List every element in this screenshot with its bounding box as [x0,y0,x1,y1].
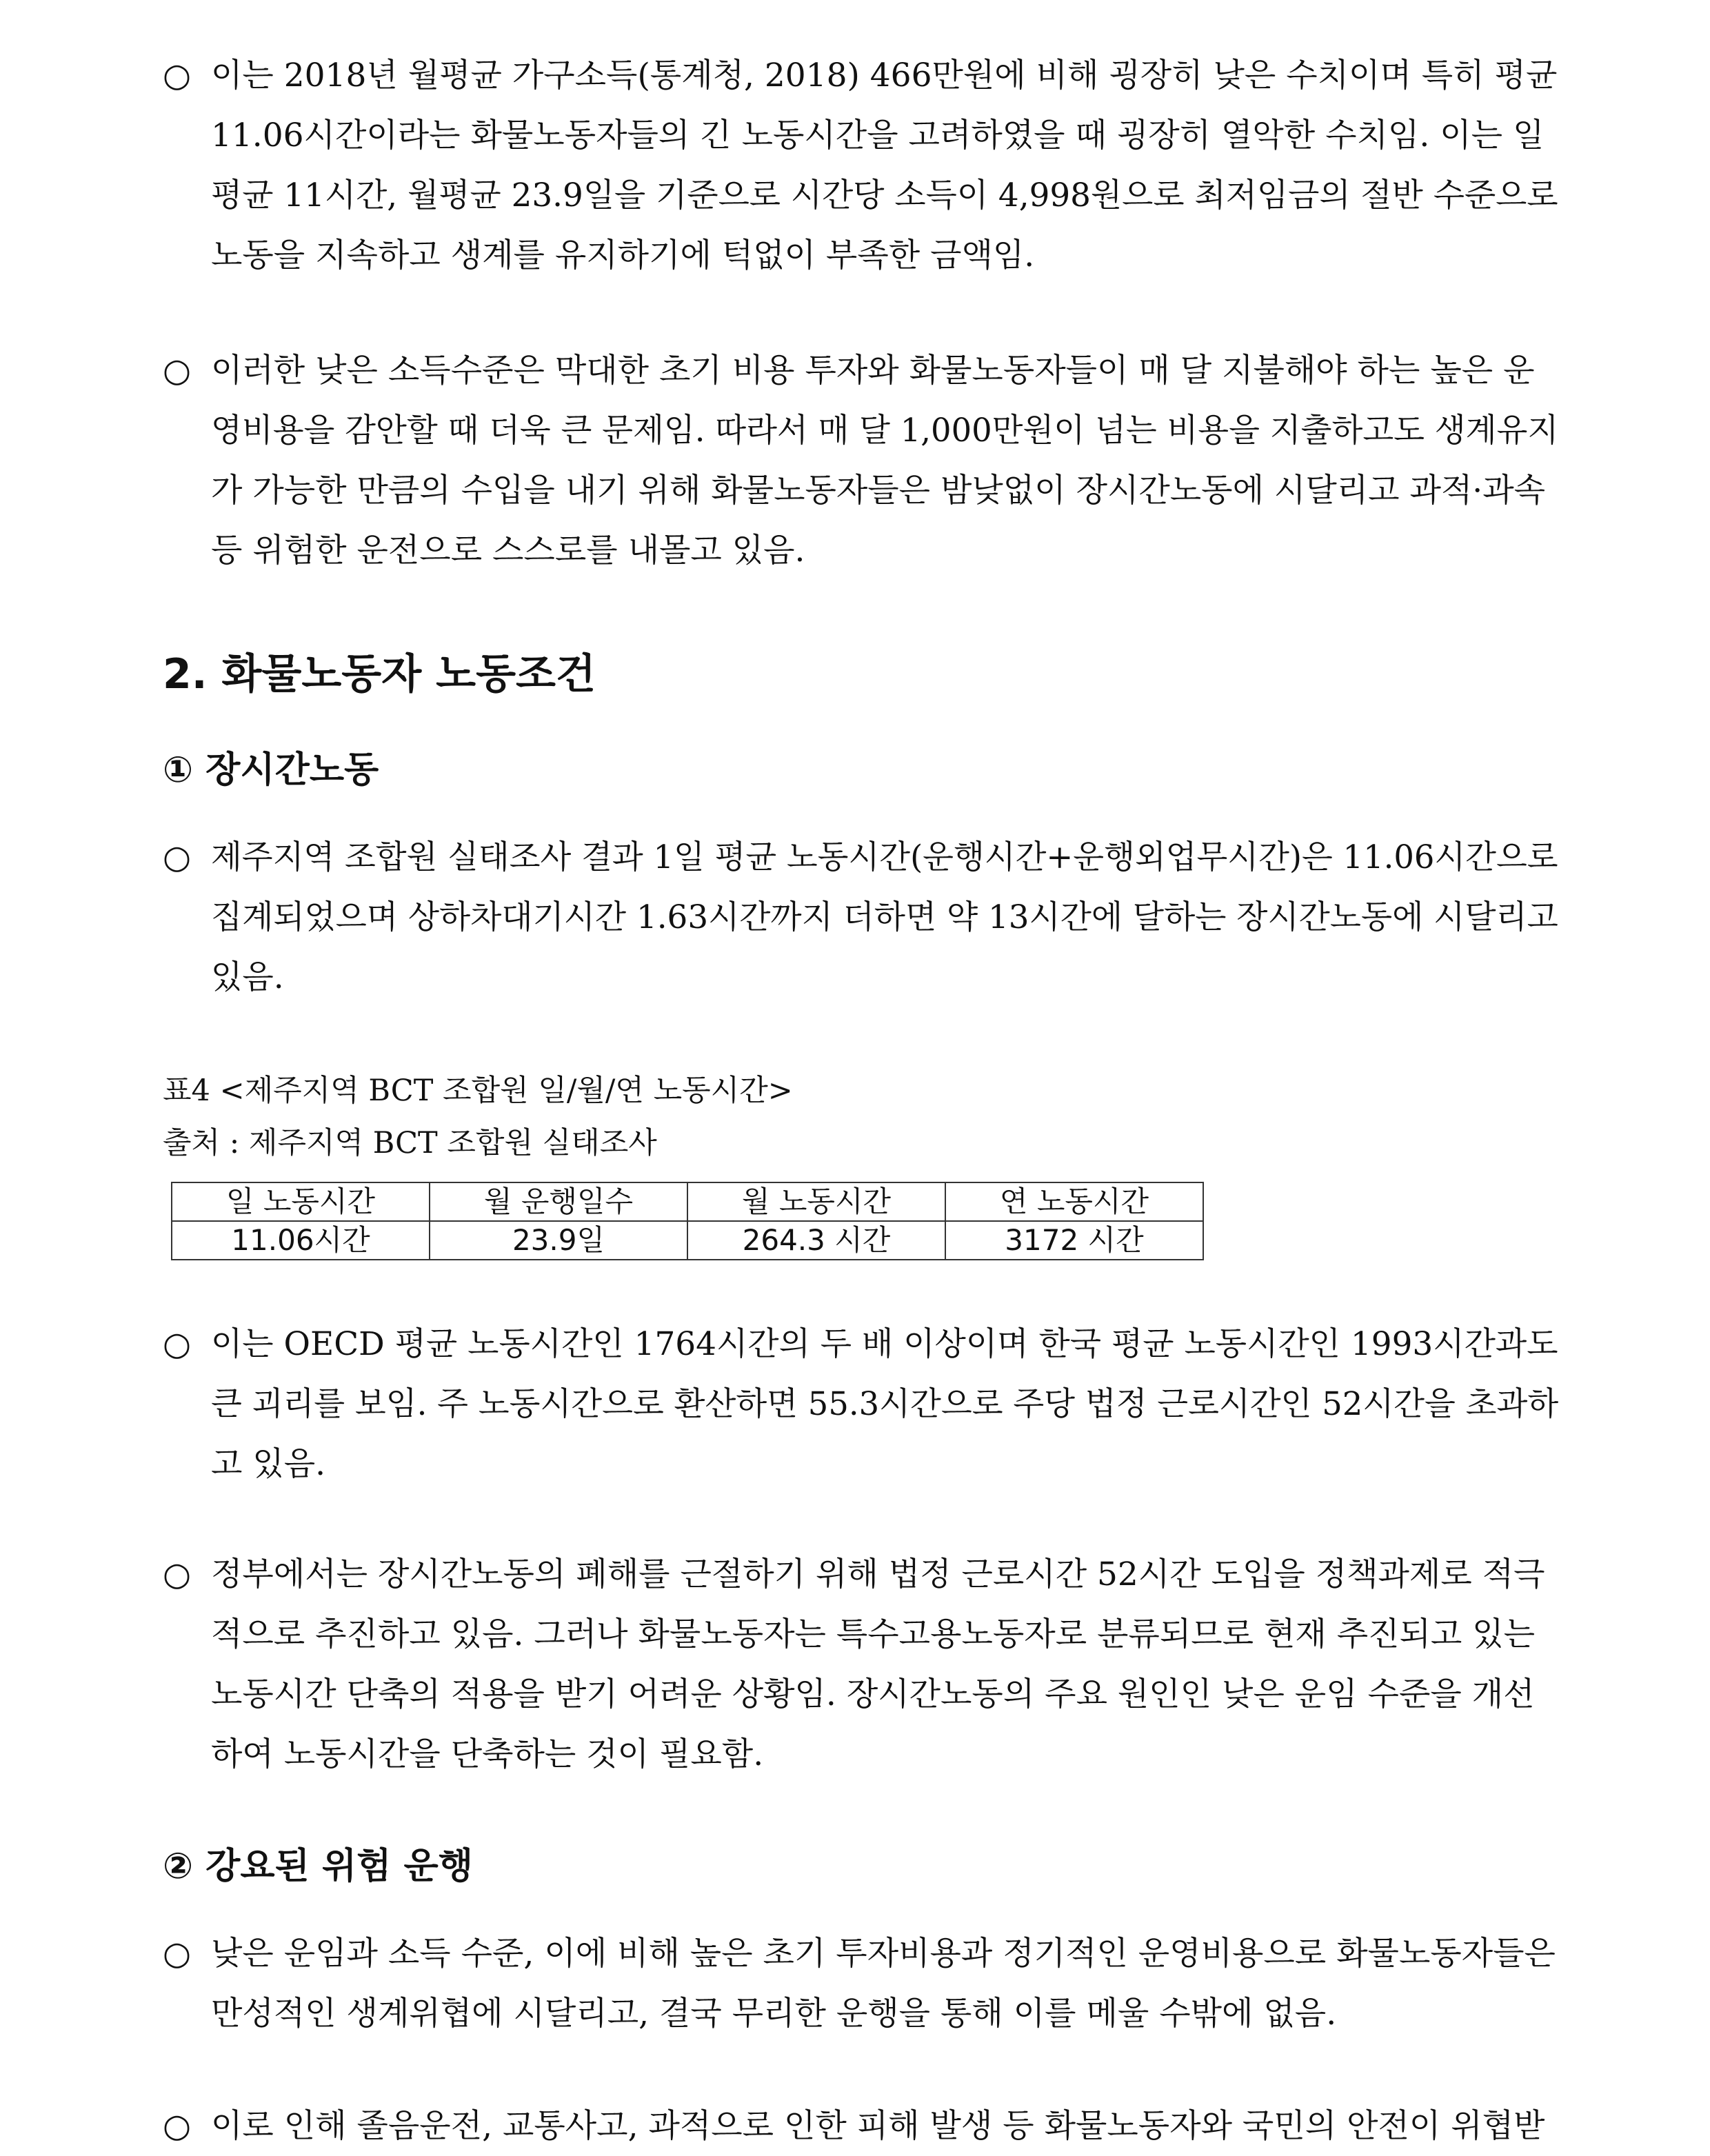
paragraph-government-policy [163,1544,1558,1784]
paragraph-line: 있음. [211,958,284,996]
table-caption: 표4 <제주지역 BCT 조합원 일/월/연 노동시간> [163,1074,793,1108]
paragraph-line: 하여 노동시간을 단축하는 것이 필요함. [211,1735,764,1773]
table-cell: 23.9일 [430,1221,687,1260]
table-cell: 11.06시간 [172,1221,430,1260]
paragraph-line: 등 위험한 운전으로 스스로를 내몰고 있음. [211,532,805,570]
paragraph-line: 평균 11시간, 월평균 23.9일을 기준으로 시간당 소득이 4,998원으로 최저임금의 절반 수준으로 [211,177,1558,214]
paragraph-line: 이로 인해 졸음운전, 교통사고, 과적으로 인한 피해 발생 등 화물노동자와 국민의 안전이 위협받 [211,2107,1545,2145]
table-header-cell: 연 노동시간 [945,1182,1203,1221]
paragraph-survey-hours [163,827,1558,1007]
paragraph-line: 이는 2018년 월평균 가구소득(통계청, 2018) 466만원에 비해 굉장히 낮은 수치이며 특히 평균 [211,57,1558,94]
table-header-cell: 월 운행일수 [430,1182,687,1221]
paragraph-line: 영비용을 감안할 때 더욱 큰 문제임. 따라서 매 달 1,000만원이 넘는 비용을 지출하고도 생계유지 [211,412,1559,450]
bullet-mark: ○ [163,352,192,390]
paragraph-line: 제주지역 조합원 실태조사 결과 1일 평균 노동시간(운행시간+운행외업무시간)은 11.06시간으로 [211,838,1558,876]
subsection-title-long-hours: ① 장시간노동 [163,749,379,791]
bullet-mark: ○ [163,2107,192,2145]
bullet-mark: ○ [163,838,192,876]
paragraph-line: 큰 괴리를 보임. 주 노동시간으로 환산하면 55.3시간으로 주당 법정 근로시간인 52시간을 초과하 [211,1385,1559,1423]
bullet-mark: ○ [163,1325,192,1363]
paragraph-line: 이는 OECD 평균 노동시간인 1764시간의 두 배 이상이며 한국 평균 노동시간인 1993시간과도 [211,1325,1558,1363]
paragraph-income-comparison [163,46,1558,285]
paragraph-line: 집계되었으며 상하차대기시간 1.63시간까지 더하면 약 13시간에 달하는 장시간노동에 시달리고 [211,898,1558,936]
paragraph-line: 노동시간 단축의 적용을 받기 어려운 상황임. 장시간노동의 주요 원인인 낮은 운임 수준을 개선 [211,1675,1535,1713]
table-source: 출처 : 제주지역 BCT 조합원 실태조사 [163,1126,657,1160]
paragraph-line: 노동을 지속하고 생계를 유지하기에 턱없이 부족한 금액임. [211,236,1035,274]
working-hours-table [171,1182,1204,1260]
paragraph-line: 이러한 낮은 소득수준은 막대한 초기 비용 투자와 화물노동자들이 매 달 지불해야 하는 높은 운 [211,352,1535,390]
paragraph-line: 정부에서는 장시간노동의 폐해를 근절하기 위해 법정 근로시간 52시간 도입을 정책과제로 적극 [211,1555,1545,1593]
table-header-cell: 일 노동시간 [172,1182,430,1221]
paragraph-line: 11.06시간이라는 화물노동자들의 긴 노동시간을 고려하였을 때 굉장히 열악한 수치임. 이는 일 [211,117,1545,154]
paragraph-operating-costs [163,341,1558,581]
paragraph-low-freight-rates [163,1924,1558,2044]
table-header-row [172,1182,1203,1221]
table-row [172,1221,1203,1260]
subsection-title-forced-risky-driving: ② 강요된 위험 운행 [163,1846,473,1887]
paragraph-line: 가 가능한 만큼의 수입을 내기 위해 화물노동자들은 밤낮없이 장시간노동에 시달리고 과적·과속 [211,472,1546,510]
paragraph-line: 낮은 운임과 소득 수준, 이에 비해 높은 초기 투자비용과 정기적인 운영비용으로 화물노동자들은 [211,1935,1556,1973]
bullet-mark: ○ [163,1555,192,1593]
section-title: 2. 화물노동자 노동조건 [163,650,596,698]
table-cell: 264.3 시간 [687,1221,945,1260]
bullet-mark: ○ [163,57,192,94]
bullet-mark: ○ [163,1935,192,1973]
table-header-cell: 월 노동시간 [687,1182,945,1221]
table-cell: 3172 시간 [945,1221,1203,1260]
paragraph-oecd-comparison [163,1314,1558,1494]
paragraph-line: 적으로 추진하고 있음. 그러나 화물노동자는 특수고용노동자로 분류되므로 현재 추진되고 있는 [211,1615,1536,1653]
paragraph-line: 고 있음. [211,1445,326,1483]
paragraph-line: 만성적인 생계위협에 시달리고, 결국 무리한 운행을 통해 이를 메울 수밖에 없음. [211,1995,1337,2033]
